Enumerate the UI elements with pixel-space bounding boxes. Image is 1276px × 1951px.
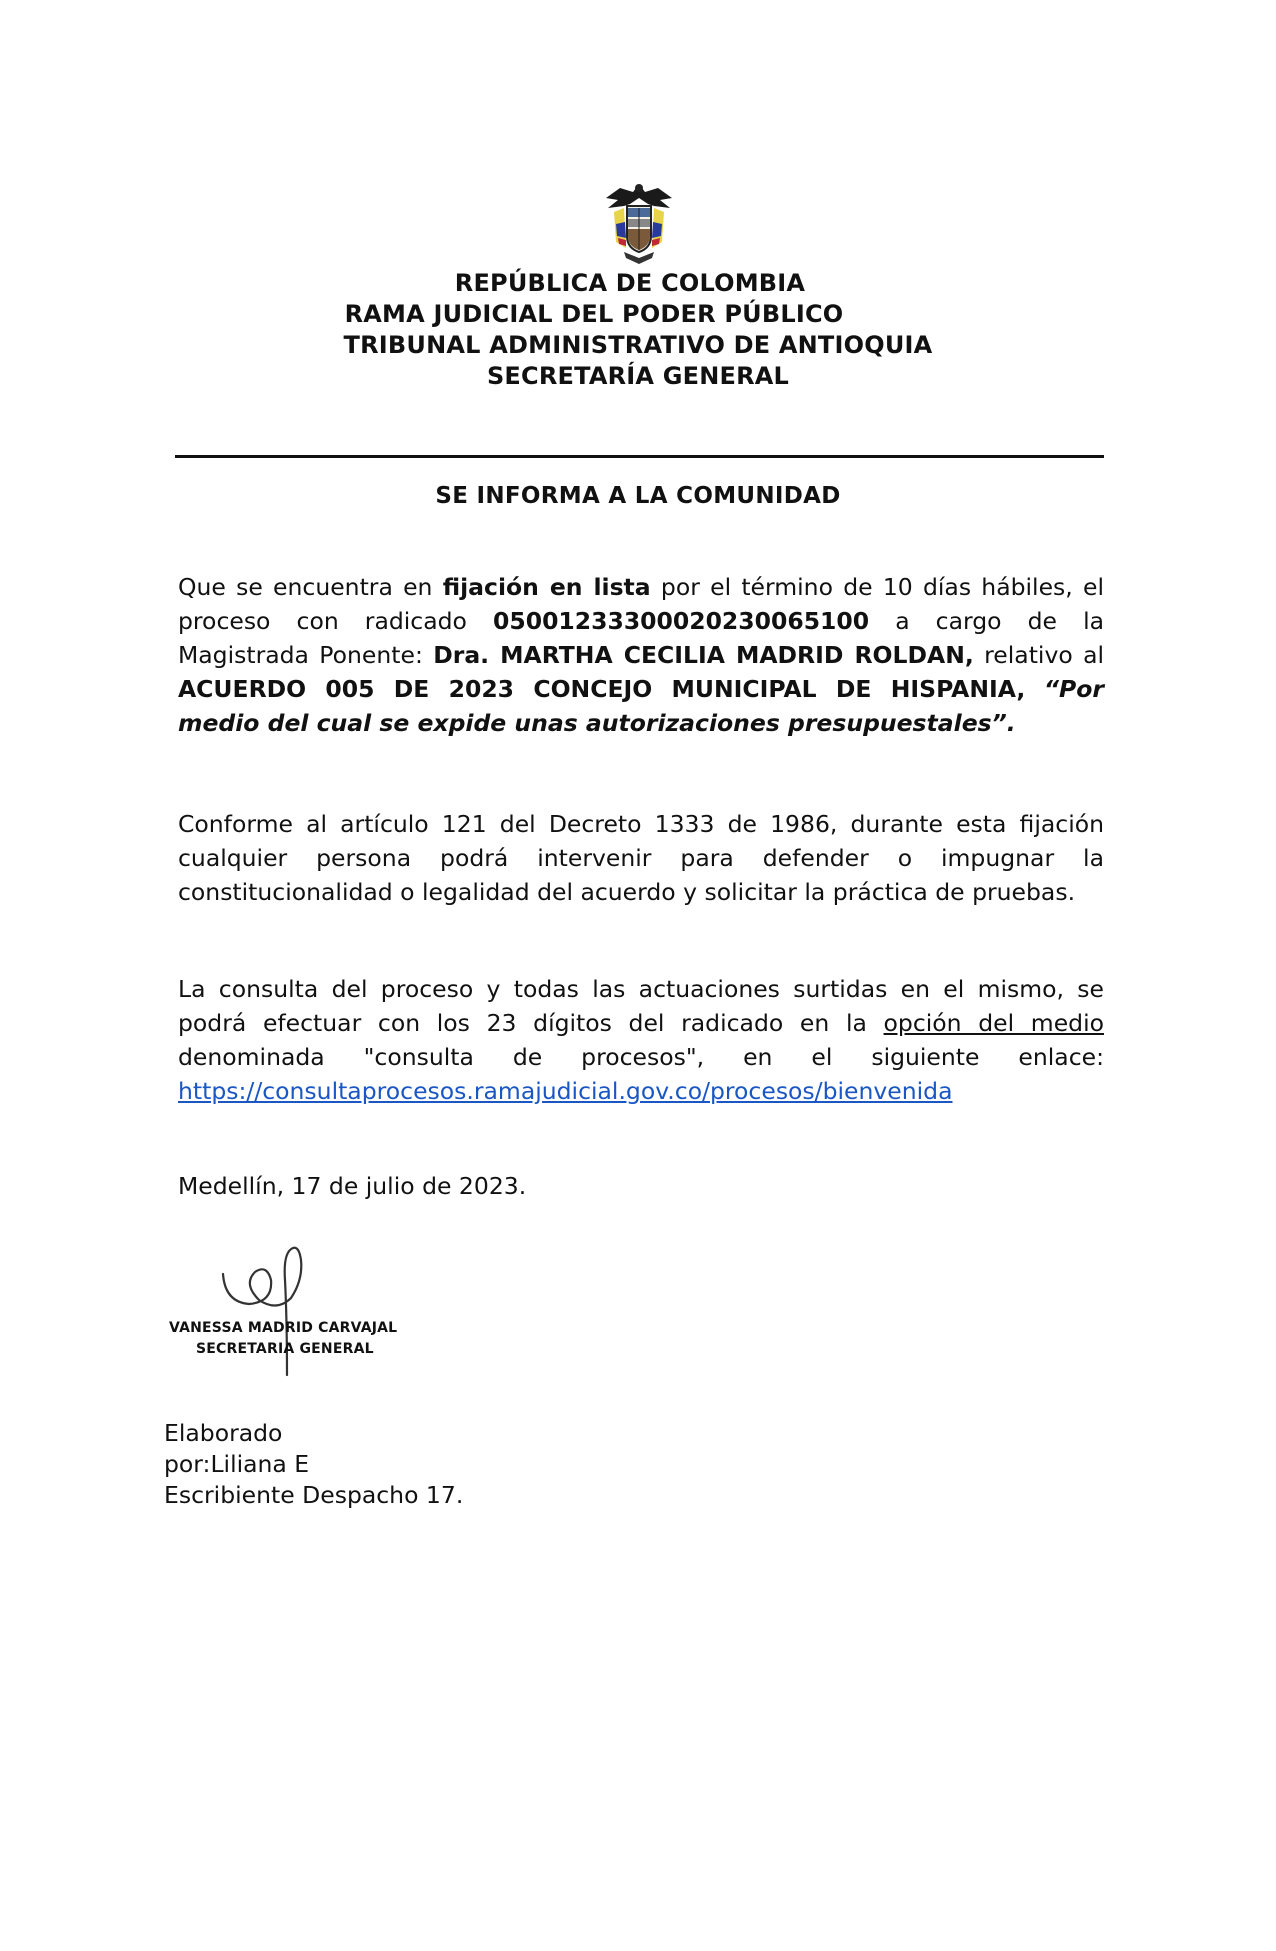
opcion-del-medio: opción del medio <box>883 1009 1104 1037</box>
radicado-number: 05001233300020230065100 <box>493 607 870 635</box>
document-header <box>0 268 1276 392</box>
footer-line-1: Elaborado <box>164 1419 283 1447</box>
signer-title: SECRETARIA GENERAL <box>196 1341 374 1357</box>
signature-block <box>165 1240 415 1380</box>
p1-text-5 <box>1025 675 1044 703</box>
p3-text-2: denominada "consulta de procesos", en el siguiente enlace: <box>178 1043 1104 1071</box>
paragraph-fijacion <box>178 570 1104 740</box>
acuerdo-name: ACUERDO 005 DE 2023 CONCEJO MUNICIPAL DE HISPANIA, <box>178 675 1026 703</box>
header-line-secretaria: SECRETARÍA GENERAL <box>486 362 790 390</box>
paragraph-conforme: Conforme al artículo 121 del Decreto 1333 de 1986, durante esta fijación cualquier persona podrá intervenir para defender o impugnar la constitucionalidad o legalidad del acuerdo y solicitar la práctica de pruebas. <box>178 810 1104 906</box>
signer-name: VANESSA MADRID CARVAJAL <box>169 1320 398 1336</box>
notice-title: SE INFORMA A LA COMUNIDAD <box>435 483 841 509</box>
footer-line-3: Escribiente Despacho 17. <box>164 1481 464 1509</box>
consulta-procesos-link[interactable]: https://consultaprocesos.ramajudicial.gov.co/procesos/bienvenida <box>178 1077 953 1105</box>
p1-text-3: a cargo de la Magistrada Ponente: <box>178 607 1105 669</box>
header-line-tribunal: TRIBUNAL ADMINISTRATIVO DE ANTIOQUIA <box>343 331 933 359</box>
header-line-republica: REPÚBLICA DE COLOMBIA <box>454 269 806 297</box>
elaborado-por <box>164 1418 463 1511</box>
fijacion-en-lista: fijación en lista <box>442 573 651 601</box>
p1-text-1: Que se encuentra en <box>178 573 443 601</box>
paragraph-consulta <box>178 972 1104 1108</box>
p1-text-2: por el término de 10 días hábiles, el proceso con radicado <box>178 573 1104 635</box>
header-line-rama-judicial: RAMA JUDICIAL DEL PODER PÚBLICO <box>344 300 844 328</box>
acuerdo-title: “Por medio del cual se expide unas autorizaciones presupuestales”. <box>178 675 1104 737</box>
footer-line-2: por:Liliana E <box>164 1450 310 1478</box>
p1-text-4: relativo al <box>973 641 1105 669</box>
handwritten-signature-icon <box>215 1240 335 1380</box>
header-divider <box>175 455 1104 458</box>
magistrada-name: Dra. MARTHA CECILIA MADRID ROLDAN, <box>433 641 974 669</box>
date-line: Medellín, 17 de julio de 2023. <box>178 1172 527 1200</box>
colombia-coat-of-arms-icon <box>600 178 678 266</box>
p3-text-1: La consulta del proceso y todas las actuaciones surtidas en el mismo, se podrá efectuar con los 23 dígitos del radicado en la <box>178 975 1104 1037</box>
